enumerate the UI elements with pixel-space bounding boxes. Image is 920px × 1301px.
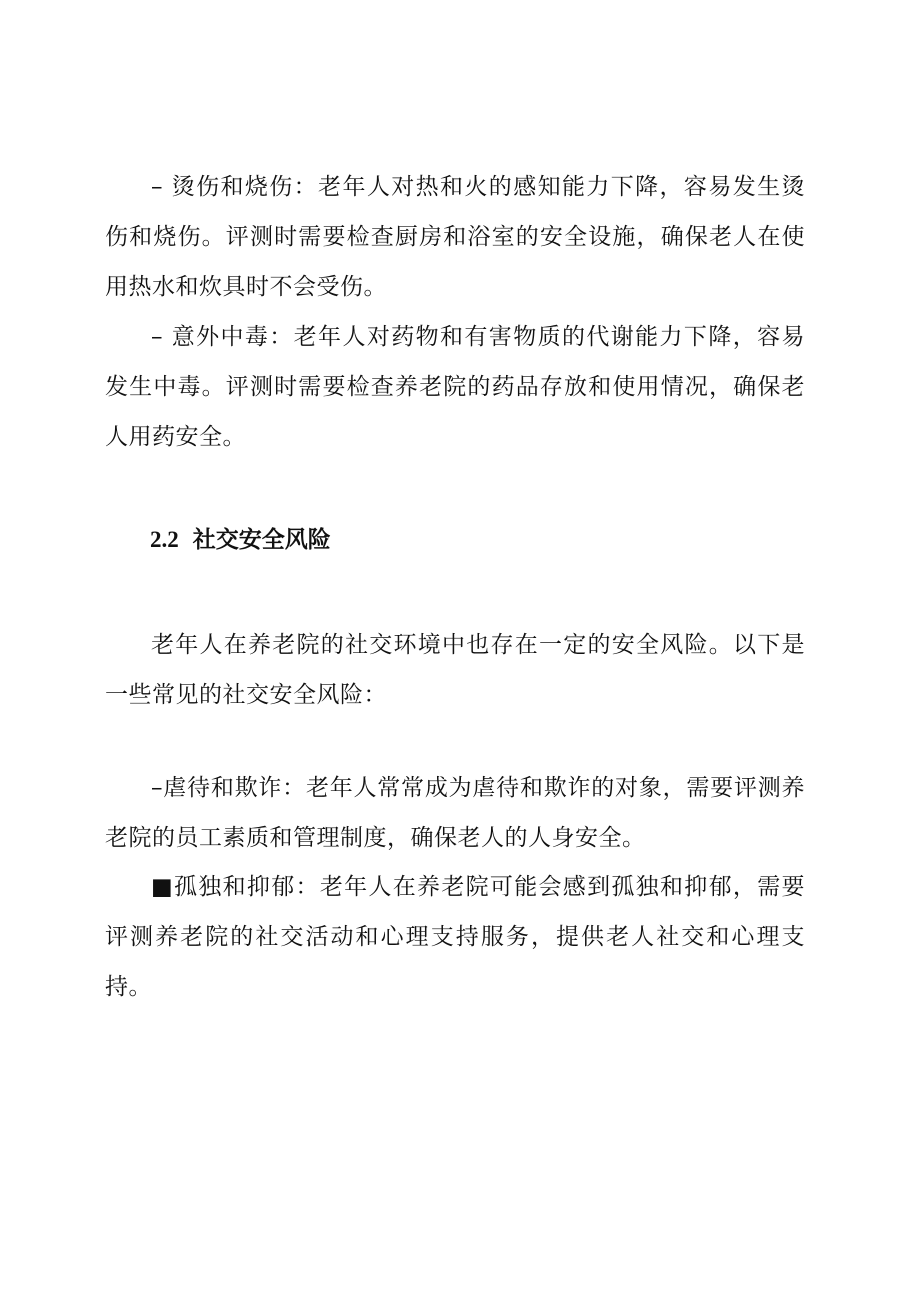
paragraph-poisoning: – 意外中毒：老年人对药物和有害物质的代谢能力下降，容易发生中毒。评测时需要检查养老院的药品存放和使用情况，确保老人用药安全。 [105,324,805,450]
section-heading [150,520,331,560]
paragraph-burns: – 烫伤和烧伤：老年人对热和火的感知能力下降，容易发生烫伤和烧伤。评测时需要检查厨房和浴室的安全设施，确保老人在使用热水和炊具时不会受伤。 [105,174,805,300]
section-title: 社交安全风险 [192,527,331,553]
section-number: 2.2 [150,527,179,552]
paragraph-intro: 老年人在养老院的社交环境中也存在一定的安全风险。以下是一些常见的社交安全风险： [105,632,805,708]
paragraph-loneliness: ■孤独和抑郁：老年人在养老院可能会感到孤独和抑郁，需要评测养老院的社交活动和心理支持服务，提供老人社交和心理支持。 [105,874,805,1000]
paragraph-abuse: –虐待和欺诈：老年人常常成为虐待和欺诈的对象，需要评测养老院的员工素质和管理制度，确保老人的人身安全。 [105,775,805,851]
